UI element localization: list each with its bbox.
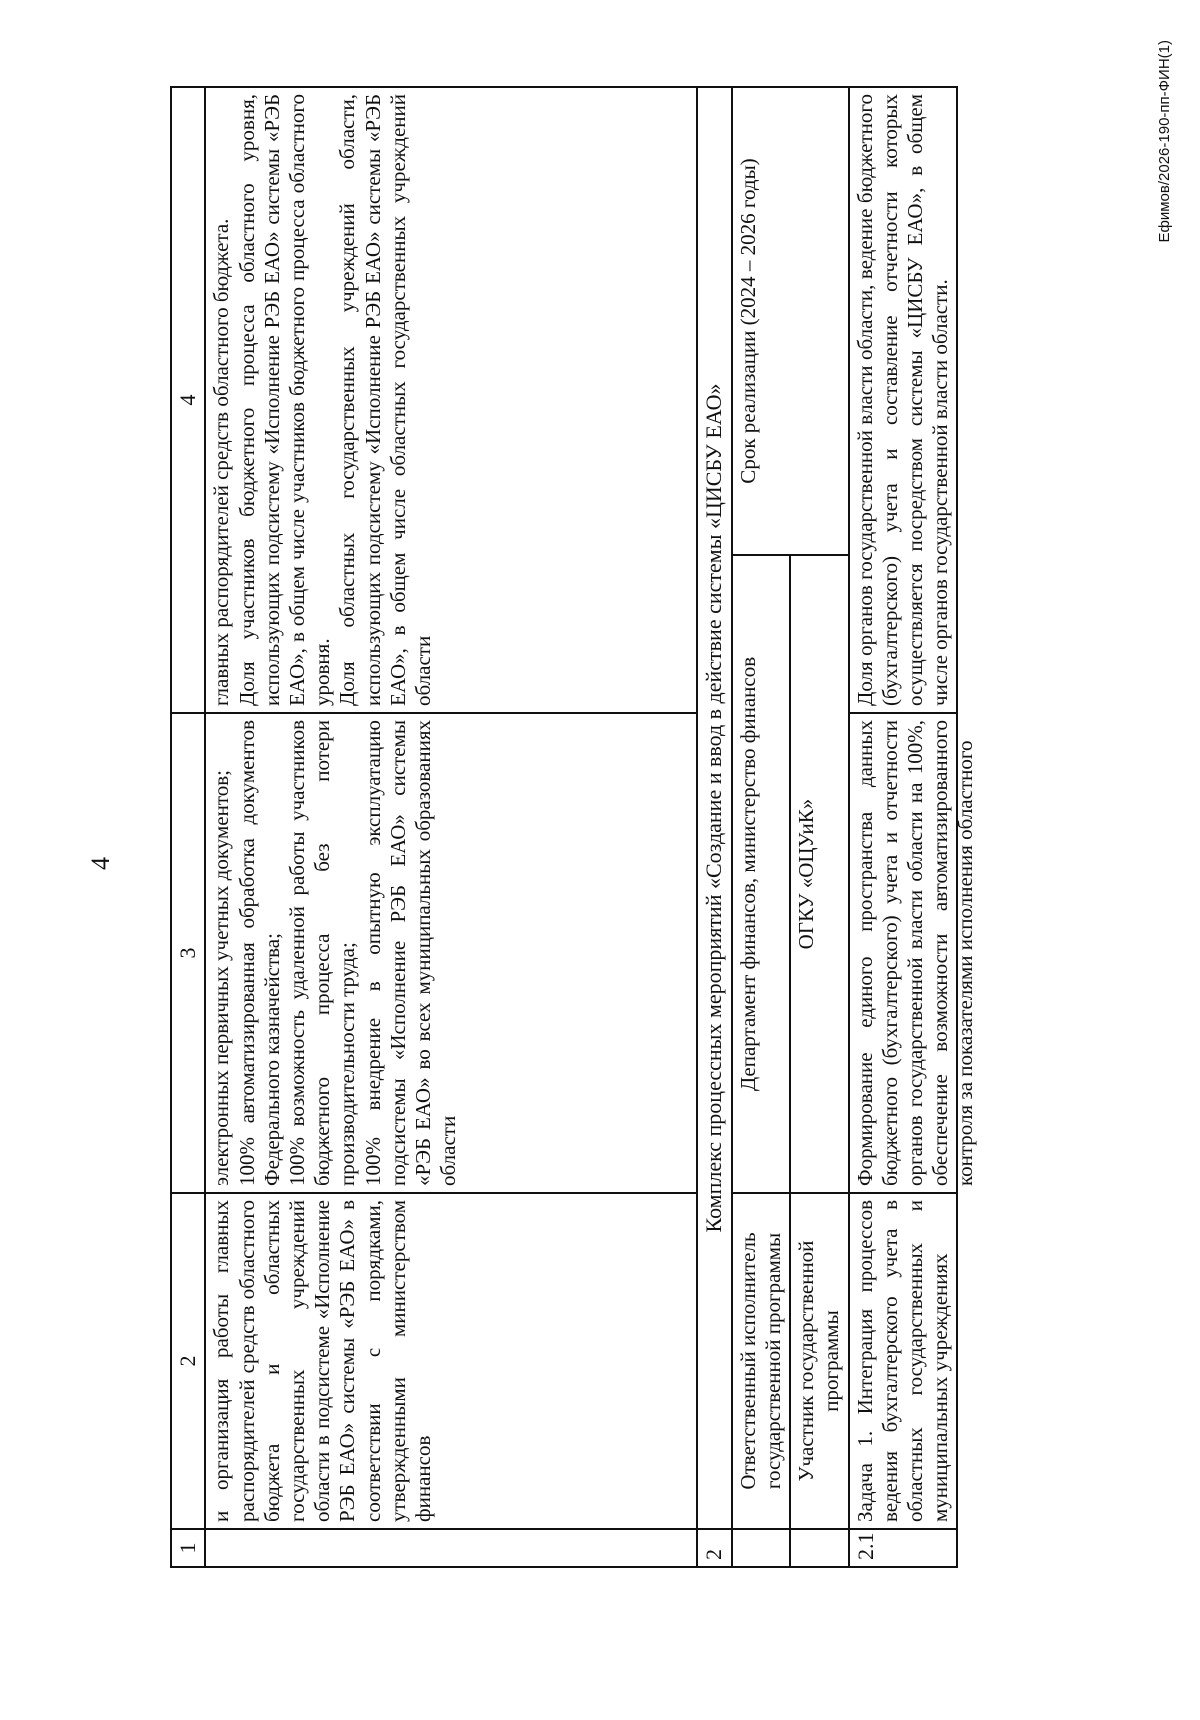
- responsible-label: Ответственный исполнитель государственной программы: [732, 1193, 790, 1529]
- task-description: Задача 1. Интеграция процессов ведения бухгалтерского учета в областных государственных и муниципальных учреждениях: [849, 1193, 958, 1529]
- section-row: [697, 87, 731, 1567]
- responsible-row: [732, 87, 790, 1567]
- page-number: 4: [86, 857, 115, 870]
- continuation-row: [205, 87, 697, 1567]
- header-col-1: 1: [171, 1529, 205, 1567]
- responsible-value: Департамент финансов, министерство финансов: [732, 555, 790, 1193]
- section-title: Комплекс процессных мероприятий «Создание и ввод в действие системы «ЦИСБУ ЕАО»: [697, 87, 731, 1529]
- header-row: [171, 87, 205, 1567]
- cont-col-1: [205, 1529, 697, 1567]
- cont-col-4: главных распорядителей средств областного бюджета. Доля участников бюджетного процесса областного уровня, использующих подсистему «Исполнение РЭБ ЕАО» системы «РЭБ ЕАО», в общем числе участников бюджетного процесса областного уровня. Доля областных государственных учреждений области, использующих подсистему «Исполнение РЭБ ЕАО» системы «РЭБ ЕАО», в общем числе областных государственных учреждений области: [205, 87, 697, 713]
- program-table: [170, 86, 978, 1568]
- task-row: [849, 87, 958, 1567]
- header-col-2: 2: [171, 1193, 205, 1529]
- participant-value: ОГКУ «ОЦУиК»: [790, 555, 848, 1193]
- implementation-period: Срок реализации (2024 – 2026 годы): [732, 87, 849, 555]
- document-footer: Ефимов/2026-190-пп-ФИН(1): [1156, 40, 1173, 243]
- cont-col-3: электронных первичных учетных документов; 100% автоматизированная обработка документов Федерального казначейства; 100% возможность удаленной работы участников бюджетного процесса без потери производительности труда; 100% внедрение в опытную эксплуатацию подсистемы «Исполнение РЭБ ЕАО» системы «РЭБ ЕАО» во всех муниципальных образованиях области: [205, 713, 697, 1193]
- task-indicator: Доля органов государственной власти области, ведение бюджетного (бухгалтерского) учета и составление отчетности которых осуществляется посредством системы «ЦИСБУ ЕАО», в общем числе органов государственной власти области.: [849, 87, 958, 713]
- task-result: Формирование единого пространства данных бюджетного (бухгалтерского) учета и отчетности органов государственной власти области на 100%, обеспечение возможности автоматизированного контроля за показателями исполнения областного: [849, 713, 958, 1193]
- header-col-4: 4: [171, 87, 205, 713]
- section-number: 2: [697, 1529, 731, 1567]
- task-number: 2.1: [849, 1529, 958, 1567]
- cont-col-2: и организация работы главных распорядителей средств областного бюджета и областных государственных учреждений области в подсистеме «Исполнение РЭБ ЕАО» системы «РЭБ ЕАО» в соответствии с порядками, утвержденными министерством финансов: [205, 1193, 697, 1529]
- participant-label: Участник государственной программы: [790, 1193, 848, 1529]
- header-col-3: 3: [171, 713, 205, 1193]
